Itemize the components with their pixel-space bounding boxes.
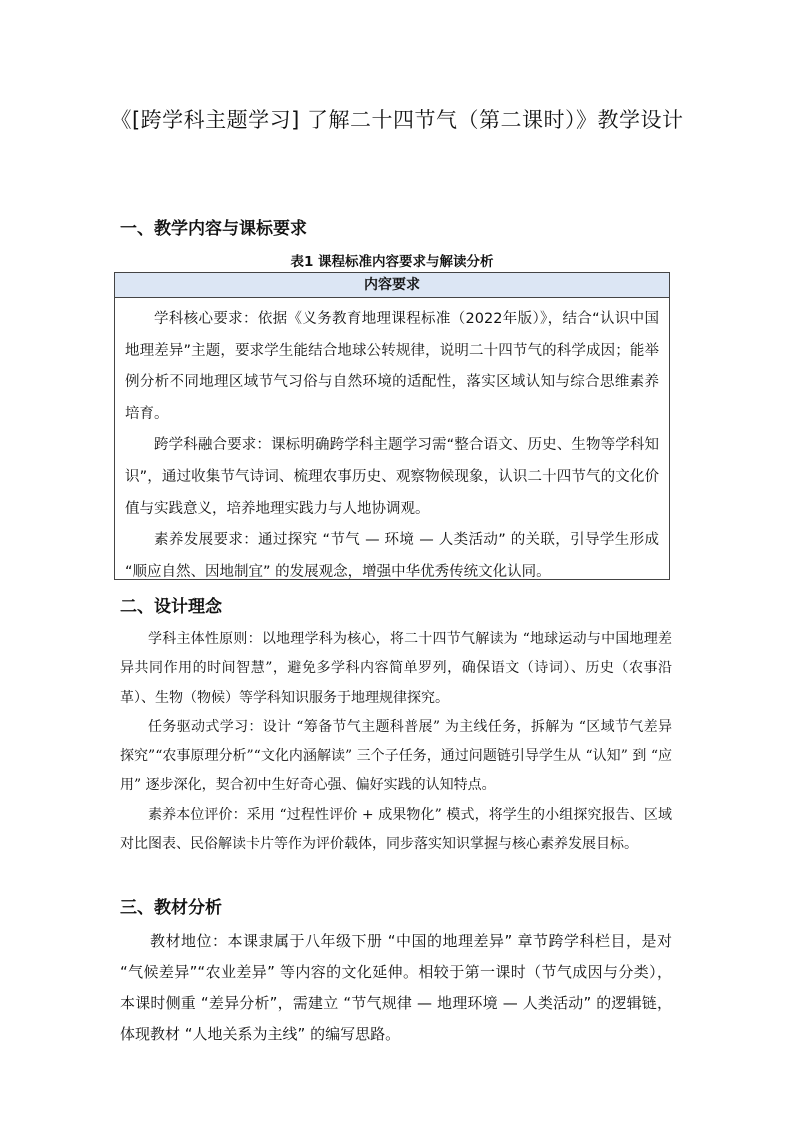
design-concept-body	[120, 625, 672, 859]
table-header: 内容要求	[115, 273, 669, 298]
section-heading-1: 一、教学内容与课标要求	[120, 219, 307, 239]
textbook-analysis-body	[120, 926, 672, 1050]
analysis-paragraph: 教材地位：本课隶属于八年级下册 “中国的地理差异” 章节跨学科栏目，是对 “气候差异”“农业差异” 等内容的文化延伸。相较于第一课时（节气成因与分类），本课时侧重 “差异分析”，需建立 “节气规律 — 地理环境 — 人类活动” 的逻辑链，体现教材 “人地关系为主线” 的编写思路。	[120, 932, 672, 1043]
design-paragraph: 学科主体性原则：以地理学科为核心，将二十四节气解读为 “地球运动与中国地理差异共同作用的时间智慧”，避免多学科内容简单罗列，确保语文（诗词）、历史（农事沿革）、生物（物候）等学科知识服务于地理规律探究。	[120, 631, 672, 706]
table-paragraph: 学科核心要求：依据《义务教育地理课程标准（2022年版）》，结合“认识中国地理差异”主题，要求学生能结合地球公转规律，说明二十四节气的科学成因；能举例分析不同地理区域节气习俗与自然环境的适配性，落实区域认知与综合思维素养培育。	[125, 311, 659, 422]
table-paragraph: 素养发展要求：通过探究 “节气 — 环境 — 人类活动” 的关联，引导学生形成 “顺应自然、因地制宜” 的发展观念，增强中华优秀传统文化认同。	[125, 532, 659, 580]
design-paragraph: 素养本位评价：采用 “过程性评价 + 成果物化” 模式，将学生的小组探究报告、区域对比图表、民俗解读卡片等作为评价载体，同步落实知识掌握与核心素养发展目标。	[120, 806, 672, 853]
section-heading-3: 三、教材分析	[120, 898, 222, 918]
design-paragraph: 任务驱动式学习：设计 “筹备节气主题科普展” 为主线任务，拆解为 “区域节气差异探究”“农事原理分析”“文化内涵解读” 三个子任务，通过问题链引导学生从 “认知” 到 “应用” 逐步深化，契合初中生好奇心强、偏好实践的认知特点。	[120, 718, 672, 794]
section-heading-2: 二、设计理念	[120, 597, 222, 617]
document-title: 《[跨学科主题学习] 了解二十四节气（第二课时）》教学设计	[110, 108, 684, 132]
requirements-table	[114, 272, 670, 580]
table-caption: 表1 课程标准内容要求与解读分析	[290, 254, 494, 270]
table-body	[115, 298, 669, 588]
table-paragraph: 跨学科融合要求：课标明确跨学科主题学习需“整合语文、历史、生物等学科知识”，通过收集节气诗词、梳理农事历史、观察物候现象，认识二十四节气的文化价值与实践意义，培养地理实践力与人地协调观。	[125, 437, 659, 517]
